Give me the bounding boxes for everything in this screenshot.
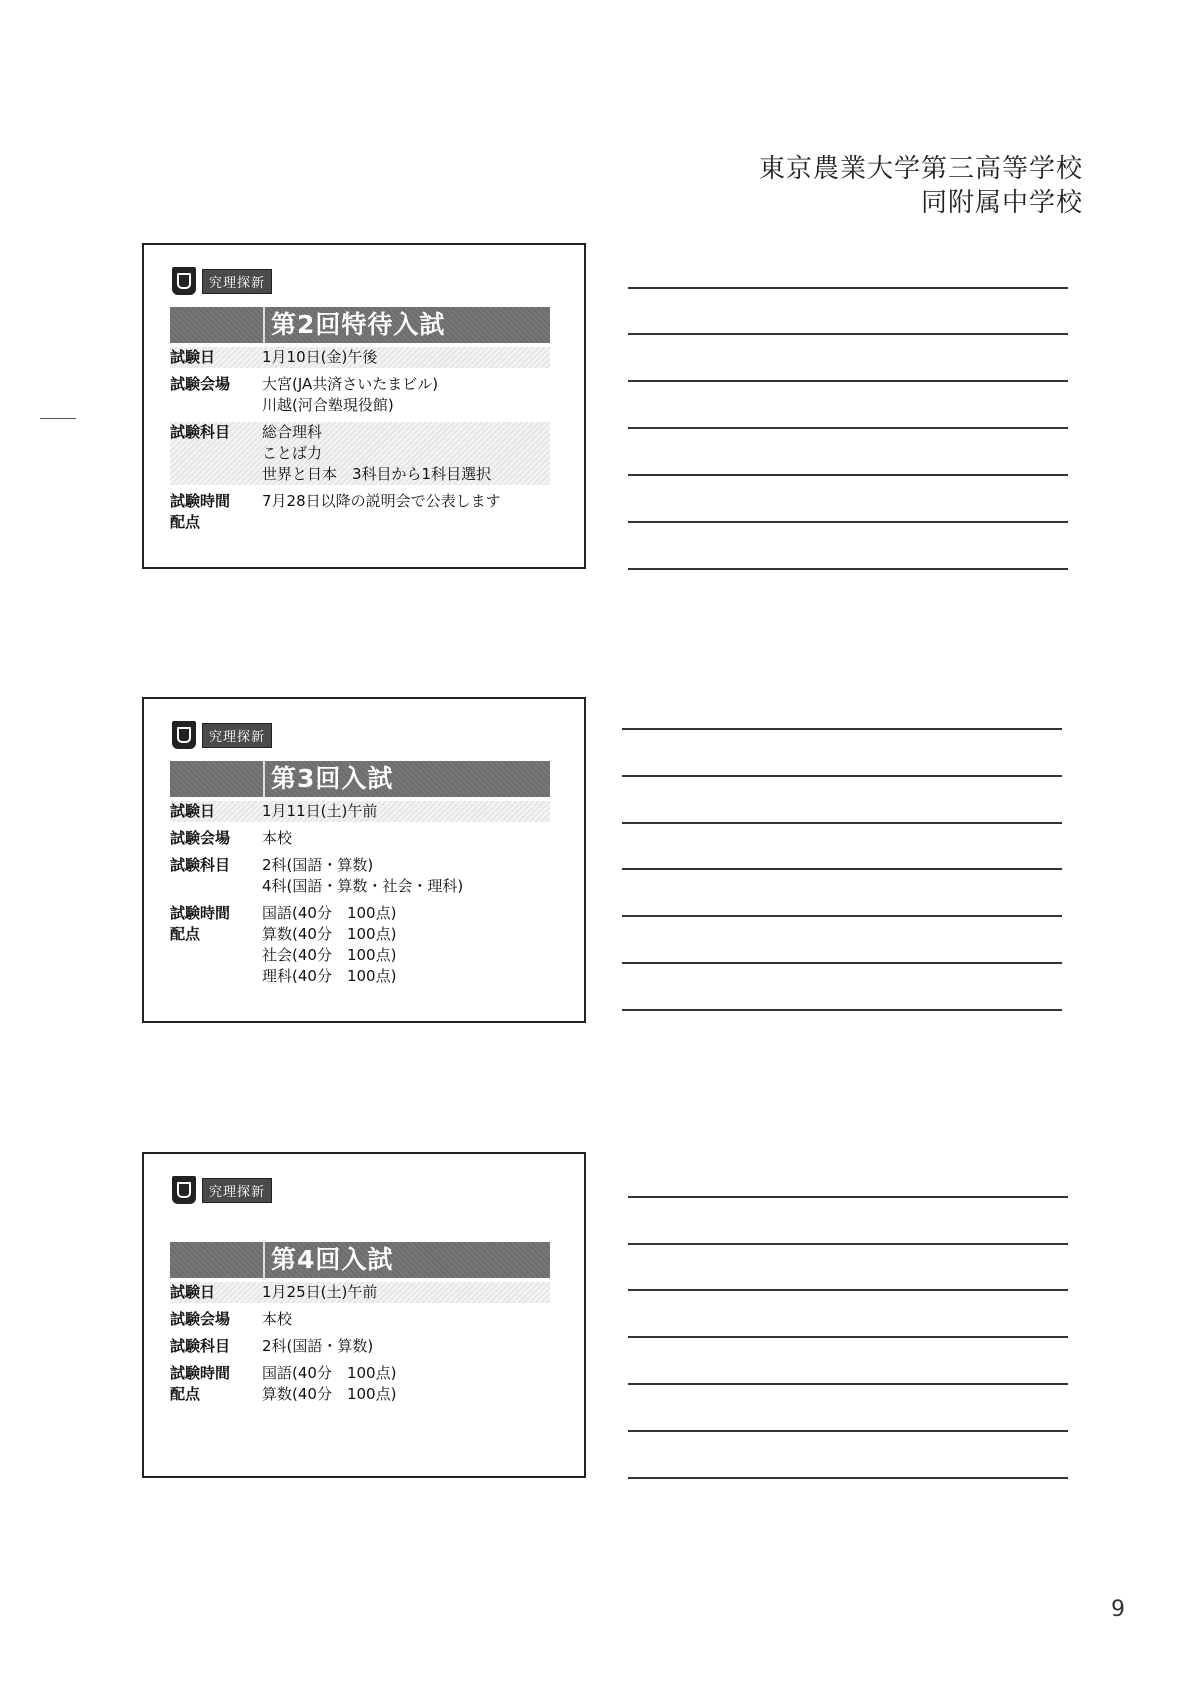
row-label-line1: 試験時間 (170, 904, 231, 922)
slide-title: 第3回入試 (263, 761, 393, 797)
row-exam-subjects (170, 422, 550, 485)
exam-info-table (170, 801, 550, 993)
school-emblem-icon (172, 721, 196, 749)
motto-label: 究理探新 (202, 269, 272, 294)
school-emblem-icon (172, 1176, 196, 1204)
row-label: 試験科目 (170, 423, 231, 441)
school-emblem-icon (172, 267, 196, 295)
note-line (622, 962, 1062, 964)
row-label-line1: 試験時間 (170, 1364, 231, 1382)
slide-logo (172, 1176, 272, 1204)
note-line (628, 1430, 1068, 1432)
row-value: 国語(40分 100点) (262, 1364, 397, 1382)
exam-info-table (170, 347, 550, 539)
row-value: 本校 (262, 829, 293, 847)
row-exam-venue (170, 1309, 550, 1330)
row-value: 理科(40分 100点) (262, 967, 397, 985)
row-value: 社会(40分 100点) (262, 946, 397, 964)
slide-exam-3 (142, 697, 586, 1023)
note-line (622, 775, 1062, 777)
note-line (622, 915, 1062, 917)
row-exam-venue (170, 828, 550, 849)
motto-label: 究理探新 (202, 1178, 272, 1203)
row-label: 試験日 (170, 802, 216, 820)
title-bar (170, 761, 550, 797)
row-label: 試験会場 (170, 1310, 231, 1328)
note-line (628, 333, 1068, 335)
row-label-line2: 配点 (170, 1385, 201, 1403)
row-exam-venue (170, 374, 550, 416)
school-name-line1: 東京農業大学第三高等学校 (758, 154, 1083, 184)
exam-info-table (170, 1282, 550, 1411)
note-line (628, 568, 1068, 570)
row-label-line1: 試験時間 (170, 492, 231, 510)
row-exam-date (170, 801, 550, 822)
row-value: 川越(河合塾現役館) (262, 396, 394, 414)
row-value: 4科(国語・算数・社会・理科) (262, 877, 464, 895)
row-value: 1月11日(土)午前 (262, 802, 378, 820)
row-value: 1月10日(金)午後 (262, 348, 378, 366)
slide-logo (172, 721, 272, 749)
row-value: ことば力 (262, 444, 323, 462)
school-name-line2: 同附属中学校 (920, 188, 1083, 218)
note-line (622, 728, 1062, 730)
page-number: 9 (1111, 1597, 1125, 1622)
note-line (628, 427, 1068, 429)
row-exam-date (170, 347, 550, 368)
note-line (628, 1477, 1068, 1479)
row-label (170, 491, 262, 533)
row-label (170, 903, 262, 987)
row-value: 1月25日(土)午前 (262, 1283, 378, 1301)
row-value: 2科(国語・算数) (262, 856, 374, 874)
row-label: 試験会場 (170, 829, 231, 847)
row-label (170, 1363, 262, 1405)
row-value: 国語(40分 100点) (262, 904, 397, 922)
title-bar (170, 1242, 550, 1278)
row-label-line2: 配点 (170, 925, 201, 943)
row-exam-time-score (170, 491, 550, 533)
row-value: 世界と日本 3科目から1科目選択 (262, 465, 492, 483)
note-line (622, 868, 1062, 870)
row-label-line2: 配点 (170, 513, 201, 531)
slide-exam-4 (142, 1152, 586, 1478)
row-label: 試験科目 (170, 856, 231, 874)
row-value: 本校 (262, 1310, 293, 1328)
stray-mark (40, 418, 76, 419)
slide-title: 第4回入試 (263, 1242, 393, 1278)
row-label: 試験会場 (170, 375, 231, 393)
note-line (628, 380, 1068, 382)
row-value: 大宮(JA共済さいたまビル) (262, 375, 439, 393)
row-exam-subjects (170, 1336, 550, 1357)
row-exam-time-score (170, 1363, 550, 1405)
row-label: 試験日 (170, 348, 216, 366)
row-value: 算数(40分 100点) (262, 1385, 397, 1403)
row-exam-subjects (170, 855, 550, 897)
slide-logo (172, 267, 272, 295)
note-line (628, 1383, 1068, 1385)
note-line (628, 1336, 1068, 1338)
school-name (759, 152, 1083, 220)
note-line (628, 1243, 1068, 1245)
slide-exam-2 (142, 243, 586, 569)
row-exam-date (170, 1282, 550, 1303)
note-line (622, 822, 1062, 824)
note-line (628, 474, 1068, 476)
row-value: 7月28日以降の説明会で公表します (262, 492, 501, 510)
row-value: 2科(国語・算数) (262, 1337, 374, 1355)
row-exam-time-score (170, 903, 550, 987)
row-label: 試験科目 (170, 1337, 231, 1355)
note-line (628, 1289, 1068, 1291)
note-line (628, 287, 1068, 289)
slide-title: 第2回特待入試 (263, 307, 445, 343)
row-value: 総合理科 (262, 423, 323, 441)
note-line (628, 521, 1068, 523)
row-label: 試験日 (170, 1283, 216, 1301)
motto-label: 究理探新 (202, 723, 272, 748)
note-line (628, 1196, 1068, 1198)
note-line (622, 1009, 1062, 1011)
row-value: 算数(40分 100点) (262, 925, 397, 943)
title-bar (170, 307, 550, 343)
